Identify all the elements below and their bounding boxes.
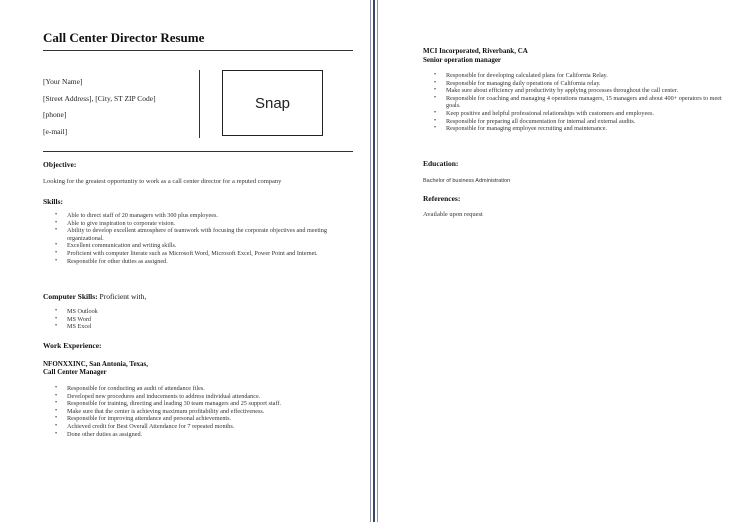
references-text: Available upon request [423,211,483,218]
list-item: • Achieved credit for Best Overall Attendance for 7 repeated months. [46,423,346,431]
objective-text: Looking for the greatest opportunity to work as a call center director for a reputed company [43,178,282,185]
list-item: • MS Excel [46,323,246,331]
list-item: • Responsible for other duties as assigned. [46,258,336,266]
job2-position: Senior operation manager [423,56,502,64]
contact-phone[interactable]: [phone] [43,110,67,119]
skills-list [46,212,336,265]
computer-skills-heading [43,292,146,301]
job1-duties-list [46,385,346,438]
contact-email[interactable]: [e-mail] [43,126,68,136]
job2-duties-list [425,72,725,133]
list-item: • Responsible for training, directing and leading 30 team managers and 25 support staff. [46,400,346,408]
resume-page-left [0,0,370,522]
computer-skills-title: Computer Skills: [43,292,98,301]
references-heading: References: [423,194,461,203]
contact-address[interactable]: [Street Address], [City, ST ZIP Code] [43,93,156,103]
list-item: • Done other duties as assigned. [46,431,346,439]
resume-title: Call Center Director Resume [43,30,353,51]
job1-position: Call Center Manager [43,368,107,376]
objective-heading: Objective: [43,160,77,169]
list-item: • MS Outlook [46,308,246,316]
list-item: • Responsible for managing daily operations of California relay. [425,80,725,88]
photo-placeholder[interactable]: Snap [222,70,323,136]
education-text: Bachelor of business Administration [423,178,511,184]
list-item: • Excellent communication and writing skills. [46,242,336,250]
contact-name[interactable]: [Your Name] [43,77,83,86]
list-item: • Able to give inspiration to corporate vision. [46,220,336,228]
list-item: • Make sure that the center is achieving maximum profitability and effectiveness. [46,408,346,416]
computer-skills-intro: Proficient with, [99,292,147,301]
header-separator [43,151,353,152]
list-item: • MS Word [46,316,246,324]
job1-company: NFONXXINC, San Antonia, Texas, [43,360,149,368]
list-item: • Proficient with computer literate such as Microsoft Word, Microsoft Excel, Power Point and Internet. [46,250,336,258]
education-heading: Education: [423,159,459,168]
contact-block [43,74,198,140]
list-item: • Responsible for coaching and managing 4 operations managers, 15 managers and about 400+ operators to meet goals. [425,95,725,110]
work-experience-heading: Work Experience: [43,341,102,350]
list-item: • Responsible for improving attendance and personal achievements. [46,415,346,423]
list-item: • Developed new procedures and inducements to address individual attendance. [46,393,346,401]
job2-company: MCI Incorporated, Riverbank, CA [423,47,528,55]
list-item: • Able to direct staff of 20 managers with 300 plus employees. [46,212,336,220]
list-item: • Make sure about efficiency and productivity by applying processes throughout the call center. [425,87,725,95]
list-item: • Responsible for preparing all documentation for internal and external audits. [425,118,725,126]
list-item: • Responsible for developing calculated plans for California Relay. [425,72,725,80]
list-item: • Keep positive and helpful professional relationships with customers and employees. [425,110,725,118]
contact-divider [199,70,200,138]
list-item: • Ability to develop excellent atmosphere of teamwork with focusing the corporate objectives and meeting organizational. [46,227,336,242]
list-item: • Responsible for managing employee recruiting and maintenance. [425,125,725,133]
resume-page-right [378,0,748,522]
list-item: • Responsible for conducting an audit of attendance files. [46,385,346,393]
page-divider [370,0,378,522]
computer-skills-list [46,308,246,331]
skills-heading: Skills: [43,197,64,206]
